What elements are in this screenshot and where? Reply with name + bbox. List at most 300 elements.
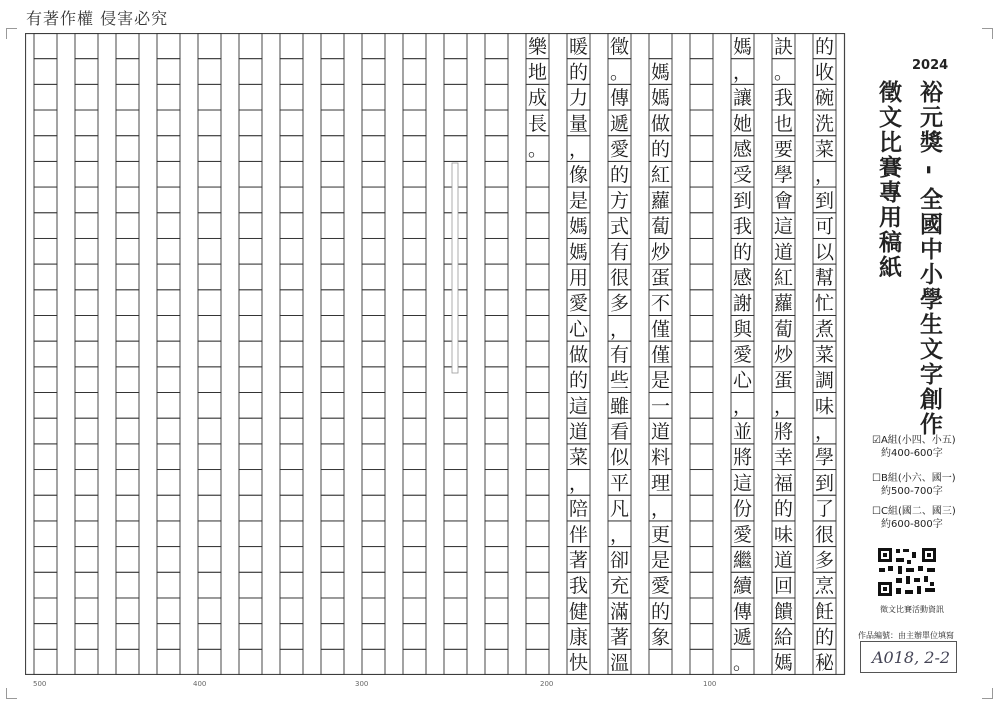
manuscript-char: 給 — [773, 626, 794, 649]
manuscript-char: 的 — [568, 369, 589, 392]
checkbox-c[interactable]: ☐ — [872, 506, 881, 517]
grid-cell — [403, 110, 426, 136]
manuscript-char: 到 — [814, 189, 835, 212]
manuscript-char: 續 — [732, 575, 753, 598]
grid-cell — [403, 547, 426, 573]
work-id-label: 作品編號：由主辦單位填寫 — [858, 631, 954, 640]
grid-column — [75, 33, 98, 675]
grid-cell — [321, 341, 344, 367]
manuscript-char: 的 — [650, 600, 671, 623]
group-a-range: 約400-600字 — [881, 448, 943, 459]
grid-cell — [485, 367, 508, 393]
grid-cell — [321, 624, 344, 650]
grid-cell — [321, 470, 344, 496]
manuscript-char: ， — [609, 523, 630, 546]
grid-cell — [75, 341, 98, 367]
manuscript-char: 僅 — [650, 318, 671, 341]
grid-cell — [403, 367, 426, 393]
grid-cell — [444, 649, 467, 675]
grid-cell — [485, 33, 508, 59]
manuscript-char: 與 — [732, 318, 753, 341]
grid-cell — [690, 290, 713, 316]
grid-cell — [362, 33, 385, 59]
manuscript-char: 多 — [609, 292, 630, 315]
manuscript-char: 似 — [609, 446, 630, 469]
grid-column — [485, 33, 508, 675]
grid-cell — [690, 136, 713, 162]
manuscript-char: 到 — [732, 189, 753, 212]
grid-cell — [526, 598, 549, 624]
grid-cell — [75, 495, 98, 521]
manuscript-char: 愛 — [732, 344, 753, 366]
grid-cell — [34, 110, 57, 136]
grid-cell — [239, 84, 262, 110]
grid-cell — [116, 444, 139, 470]
checkbox-a[interactable]: ☑ — [872, 435, 881, 446]
manuscript-char: 做 — [650, 112, 671, 135]
grid-cell — [403, 649, 426, 675]
manuscript-char: 可 — [814, 215, 835, 238]
manuscript-char: 要 — [773, 138, 794, 161]
grid-cell — [321, 495, 344, 521]
manuscript-char: 福 — [773, 472, 794, 495]
grid-cell — [239, 572, 262, 598]
grid-cell — [157, 290, 180, 316]
manuscript-char: 傳 — [609, 87, 630, 110]
grid-cell — [280, 418, 303, 444]
grid-cell — [690, 572, 713, 598]
grid-cell — [526, 649, 549, 675]
grid-cell — [690, 238, 713, 264]
manuscript-char: 有 — [609, 344, 630, 366]
manuscript-char: 了 — [814, 498, 835, 521]
grid-cell — [403, 290, 426, 316]
corner-mark — [6, 28, 17, 39]
grid-cell — [444, 521, 467, 547]
manuscript-char: 力 — [568, 87, 589, 110]
grid-cell — [157, 393, 180, 419]
grid-cell — [198, 418, 221, 444]
grid-cell — [116, 418, 139, 444]
grid-cell — [75, 84, 98, 110]
grid-cell — [362, 238, 385, 264]
grid-cell — [690, 367, 713, 393]
manuscript-char: 傳 — [732, 600, 753, 623]
grid-cell — [485, 213, 508, 239]
manuscript-char: 蛋 — [650, 266, 671, 289]
grid-cell — [34, 238, 57, 264]
ruler-mark-300: 300 — [355, 680, 369, 688]
manuscript-char: 媽 — [568, 215, 589, 238]
ruler-mark-400: 400 — [193, 680, 207, 688]
grid-cell — [34, 495, 57, 521]
group-c-label: C組(國二、國三) — [880, 506, 956, 517]
grid-cell — [34, 624, 57, 650]
grid-cell — [362, 161, 385, 187]
grid-cell — [34, 470, 57, 496]
grid-cell — [157, 444, 180, 470]
manuscript-char: 愛 — [609, 138, 630, 161]
manuscript-char: 回 — [773, 575, 794, 598]
grid-cell — [280, 84, 303, 110]
grid-cell — [198, 572, 221, 598]
manuscript-char: 些 — [609, 369, 630, 392]
grid-cell — [34, 136, 57, 162]
grid-cell — [485, 547, 508, 573]
grid-cell — [116, 367, 139, 393]
grid-cell — [75, 444, 98, 470]
grid-cell — [485, 649, 508, 675]
grid-cell — [362, 136, 385, 162]
grid-cell — [690, 470, 713, 496]
grid-cell — [403, 393, 426, 419]
manuscript-char: 蘿 — [773, 292, 794, 315]
grid-cell — [34, 418, 57, 444]
grid-cell — [321, 547, 344, 573]
grid-cell — [116, 572, 139, 598]
grid-cell — [526, 470, 549, 496]
grid-cell — [198, 341, 221, 367]
grid-cell — [362, 367, 385, 393]
manuscript-char: 是 — [650, 369, 671, 392]
grid-cell — [116, 624, 139, 650]
grid-cell — [362, 393, 385, 419]
grid-cell — [485, 59, 508, 85]
grid-cell — [34, 213, 57, 239]
manuscript-char: 做 — [568, 344, 589, 366]
manuscript-char: 料 — [650, 446, 671, 469]
grid-cell — [34, 444, 57, 470]
grid-cell — [116, 264, 139, 290]
grid-cell — [280, 136, 303, 162]
manuscript-char: 學 — [814, 446, 835, 469]
grid-cell — [526, 624, 549, 650]
manuscript-char: 蘿 — [650, 189, 671, 212]
grid-cell — [485, 238, 508, 264]
manuscript-char: 道 — [773, 549, 794, 572]
grid-cell — [75, 161, 98, 187]
grid-cell — [362, 264, 385, 290]
grid-cell — [34, 187, 57, 213]
manuscript-char: 遞 — [732, 626, 753, 649]
manuscript-char: 遞 — [609, 112, 630, 135]
manuscript-char: 長 — [527, 112, 548, 135]
grid-cell — [444, 33, 467, 59]
manuscript-char: 感 — [732, 266, 753, 289]
grid-cell — [280, 238, 303, 264]
manuscript-char: 著 — [609, 626, 630, 649]
grid-column — [116, 33, 139, 675]
grid-cell — [239, 367, 262, 393]
grid-cell — [403, 444, 426, 470]
group-b-range: 約500-700字 — [881, 486, 943, 497]
manuscript-char: 的 — [650, 138, 671, 161]
corner-mark — [982, 688, 993, 699]
grid-cell — [116, 393, 139, 419]
grid-cell — [485, 187, 508, 213]
grid-cell — [75, 264, 98, 290]
grid-cell — [34, 59, 57, 85]
manuscript-char: 很 — [814, 523, 835, 546]
grid-cell — [34, 264, 57, 290]
grid-cell — [116, 470, 139, 496]
manuscript-char: 是 — [568, 189, 589, 212]
grid-cell — [116, 84, 139, 110]
grid-cell — [362, 624, 385, 650]
grid-cell — [239, 187, 262, 213]
grid-cell — [75, 649, 98, 675]
grid-cell — [403, 161, 426, 187]
grid-cell — [198, 59, 221, 85]
grid-cell — [649, 33, 672, 59]
grid-cell — [239, 598, 262, 624]
grid-cell — [75, 572, 98, 598]
grid-cell — [690, 161, 713, 187]
ruler-mark-200: 200 — [540, 680, 554, 688]
grid-cell — [485, 495, 508, 521]
grid-cell — [403, 598, 426, 624]
grid-cell — [198, 521, 221, 547]
manuscript-char: 媽 — [650, 87, 671, 110]
grid-cell — [198, 110, 221, 136]
manuscript-char: 蔔 — [650, 215, 671, 238]
manuscript-char: ， — [650, 498, 671, 521]
grid-cell — [75, 59, 98, 85]
grid-cell — [198, 624, 221, 650]
grid-cell — [34, 367, 57, 393]
grid-cell — [485, 470, 508, 496]
manuscript-char: 的 — [814, 626, 835, 649]
grid-cell — [444, 136, 467, 162]
grid-cell — [321, 598, 344, 624]
manuscript-char: 煮 — [814, 318, 835, 341]
manuscript-char: ， — [814, 421, 835, 444]
grid-cell — [526, 495, 549, 521]
grid-cell — [280, 187, 303, 213]
manuscript-char: 幸 — [773, 446, 794, 469]
manuscript-char: 這 — [568, 395, 589, 418]
grid-column — [280, 33, 303, 675]
manuscript-char: 一 — [650, 395, 671, 418]
contest-subtitle: 徵文比賽專用稿紙 — [875, 80, 901, 280]
manuscript-char: 徵 — [609, 35, 630, 58]
grid-cell — [116, 136, 139, 162]
grid-cell — [321, 213, 344, 239]
grid-cell — [75, 418, 98, 444]
grid-cell — [362, 315, 385, 341]
manuscript-char: 媽 — [568, 241, 589, 264]
grid-cell — [649, 649, 672, 675]
grid-cell — [198, 213, 221, 239]
grid-cell — [34, 521, 57, 547]
grid-cell — [198, 547, 221, 573]
grid-cell — [362, 547, 385, 573]
grid-cell — [444, 59, 467, 85]
grid-cell — [239, 161, 262, 187]
grid-cell — [403, 213, 426, 239]
grid-cell — [280, 521, 303, 547]
manuscript-char: 會 — [773, 189, 794, 212]
grid-cell — [34, 572, 57, 598]
grid-cell — [321, 521, 344, 547]
manuscript-char: 幫 — [814, 266, 835, 289]
manuscript-char: 溫 — [609, 652, 630, 675]
group-option-c[interactable] — [872, 505, 956, 531]
copyright-notice: 有著作權 侵害必究 — [26, 9, 169, 28]
grid-cell — [526, 418, 549, 444]
grid-cell — [239, 213, 262, 239]
grid-frame — [26, 34, 845, 675]
manuscript-char: 有 — [609, 241, 630, 264]
grid-cell — [34, 84, 57, 110]
manuscript-char: 紅 — [650, 164, 671, 187]
grid-cell — [198, 367, 221, 393]
grid-cell — [362, 598, 385, 624]
grid-cell — [485, 598, 508, 624]
manuscript-char: 忙 — [814, 292, 835, 315]
grid-cell — [403, 470, 426, 496]
grid-cell — [321, 315, 344, 341]
manuscript-char: 陪 — [568, 498, 589, 521]
grid-cell — [239, 59, 262, 85]
manuscript-char: 我 — [773, 87, 794, 110]
manuscript-char: 道 — [650, 421, 671, 444]
manuscript-char: 菜 — [814, 138, 835, 161]
grid-cell — [280, 341, 303, 367]
grid-cell — [157, 84, 180, 110]
grid-cell — [403, 187, 426, 213]
grid-cell — [116, 213, 139, 239]
manuscript-char: 心 — [732, 369, 753, 392]
manuscript-char: 並 — [732, 421, 753, 444]
grid-cell — [485, 161, 508, 187]
manuscript-grid — [25, 33, 855, 675]
grid-cell — [485, 444, 508, 470]
manuscript-char: 方 — [609, 189, 630, 212]
manuscript-char: 這 — [773, 215, 794, 238]
grid-cell — [34, 315, 57, 341]
manuscript-char: 樂 — [527, 35, 548, 58]
grid-cell — [485, 136, 508, 162]
grid-cell — [321, 290, 344, 316]
grid-cell — [690, 33, 713, 59]
manuscript-char: 受 — [732, 164, 753, 187]
grid-cell — [116, 649, 139, 675]
grid-cell — [362, 187, 385, 213]
grid-cell — [239, 649, 262, 675]
grid-cell — [239, 547, 262, 573]
grid-cell — [280, 572, 303, 598]
manuscript-char: 。 — [732, 652, 753, 675]
manuscript-char: ， — [732, 61, 753, 84]
contest-title: 裕元獎 - 全國中小學生文字創作 — [916, 80, 942, 437]
grid-cell — [280, 290, 303, 316]
grid-cell — [280, 264, 303, 290]
manuscript-char: 很 — [609, 266, 630, 289]
manuscript-char: 成 — [527, 87, 548, 110]
grid-cell — [116, 187, 139, 213]
group-a-label: A組(小四、小五) — [880, 435, 956, 446]
group-option-a[interactable] — [872, 434, 956, 460]
grid-cell — [116, 290, 139, 316]
manuscript-char: 卻 — [609, 549, 630, 572]
grid-cell — [198, 393, 221, 419]
manuscript-char: 媽 — [773, 652, 794, 675]
grid-cell — [485, 290, 508, 316]
manuscript-char: 快 — [568, 652, 589, 675]
grid-column — [239, 33, 262, 675]
checkbox-b[interactable]: ☐ — [872, 473, 881, 484]
grid-cell — [362, 213, 385, 239]
qr-code-icon[interactable] — [876, 546, 938, 598]
grid-cell — [239, 33, 262, 59]
grid-cell — [403, 495, 426, 521]
grid-cell — [362, 290, 385, 316]
grid-cell — [198, 315, 221, 341]
manuscript-char: 以 — [814, 241, 835, 264]
grid-cell — [362, 649, 385, 675]
grid-cell — [75, 521, 98, 547]
manuscript-char: 菜 — [814, 344, 835, 366]
grid-cell — [485, 315, 508, 341]
manuscript-char: 健 — [568, 600, 589, 623]
grid-cell — [280, 624, 303, 650]
manuscript-char: 秘 — [814, 652, 835, 675]
manuscript-char: 道 — [568, 421, 589, 444]
manuscript-char: 蔔 — [773, 318, 794, 341]
grid-cell — [157, 367, 180, 393]
grid-cell — [198, 238, 221, 264]
corner-mark — [982, 28, 993, 39]
grid-cell — [690, 495, 713, 521]
grid-column — [403, 33, 426, 675]
grid-cell — [157, 136, 180, 162]
grid-cell — [362, 444, 385, 470]
grid-column — [321, 33, 344, 675]
manuscript-char: 愛 — [568, 292, 589, 315]
grid-cell — [34, 33, 57, 59]
grid-cell — [280, 444, 303, 470]
grid-cell — [280, 161, 303, 187]
manuscript-char: 這 — [732, 472, 753, 495]
grid-cell — [526, 393, 549, 419]
grid-cell — [116, 238, 139, 264]
group-option-b[interactable] — [872, 472, 956, 498]
grid-cell — [403, 59, 426, 85]
qr-caption: 徵文比賽活動資訊 — [880, 605, 944, 614]
grid-cell — [75, 367, 98, 393]
grid-cell — [444, 598, 467, 624]
grid-cell — [116, 547, 139, 573]
manuscript-char: 雖 — [609, 395, 630, 418]
grid-cell — [444, 624, 467, 650]
grid-cell — [321, 572, 344, 598]
manuscript-char: 炒 — [650, 241, 671, 264]
grid-cell — [198, 495, 221, 521]
grid-cell — [526, 187, 549, 213]
manuscript-char: 將 — [773, 421, 794, 444]
grid-cell — [485, 84, 508, 110]
manuscript-char: 。 — [773, 61, 794, 84]
grid-cell — [444, 393, 467, 419]
manuscript-char: 紅 — [773, 266, 794, 289]
grid-cell — [75, 33, 98, 59]
grid-cell — [157, 187, 180, 213]
grid-cell — [157, 495, 180, 521]
grid-cell — [239, 470, 262, 496]
grid-cell — [362, 418, 385, 444]
grid-cell — [362, 59, 385, 85]
